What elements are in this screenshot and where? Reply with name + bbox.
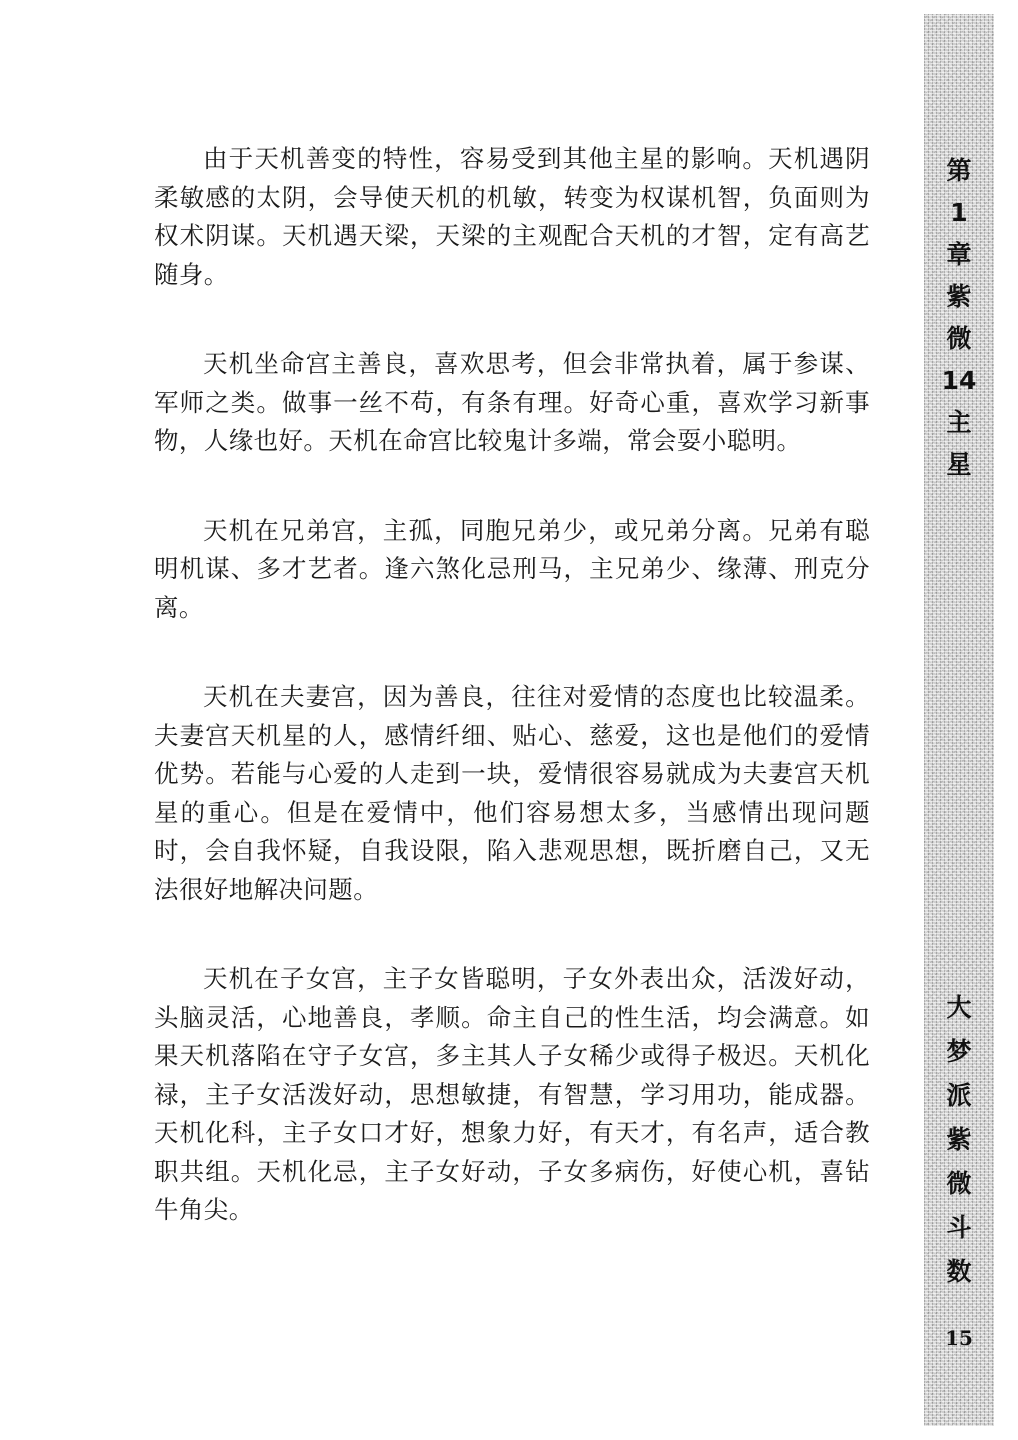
chapter-char: 紫 — [946, 282, 972, 311]
chapter-char: 14 — [941, 366, 977, 395]
series-char: 紫 — [946, 1125, 972, 1154]
series-char: 大 — [946, 993, 972, 1022]
chapter-char: 章 — [946, 240, 972, 269]
series-char: 数 — [946, 1257, 972, 1286]
paragraph-3: 天机在兄弟宫，主孤，同胞兄弟少，或兄弟分离。兄弟有聪明机谋、多才艺者。逢六煞化忌刑马，主兄弟少、缘薄、刑克分离。 — [154, 515, 870, 622]
chapter-side-band — [924, 14, 994, 1426]
paragraph-2: 天机坐命宫主善良，喜欢思考，但会非常执着，属于参谋、军师之类。做事一丝不苟，有条有理。好奇心重，喜欢学习新事物，人缘也好。天机在命宫比较鬼计多端，常会耍小聪明。 — [154, 349, 870, 455]
series-title-vertical — [924, 986, 994, 1294]
body-text — [154, 140, 870, 1281]
series-char: 微 — [946, 1169, 972, 1198]
chapter-char: 微 — [946, 324, 972, 353]
series-char: 派 — [946, 1081, 972, 1110]
chapter-char: 1 — [950, 198, 968, 227]
chapter-char: 主 — [946, 408, 972, 437]
chapter-title-vertical — [924, 150, 994, 486]
chapter-char: 第 — [946, 156, 972, 185]
paragraph-4: 天机在夫妻宫，因为善良，往往对爱情的态度也比较温柔。夫妻宫天机星的人，感情纤细、贴心、慈爱，这也是他们的爱情优势。若能与心爱的人走到一块，爱情很容易就成为夫妻宫天机星的重心。但是在爱情中，他们容易想太多，当感情出现问题时，会自我怀疑，自我设限，陷入悲观思想，既折磨自己，又无法很好地解决问题。 — [154, 682, 870, 904]
paragraph-5: 天机在子女宫，主子女皆聪明，子女外表出众，活泼好动，头脑灵活，心地善良，孝顺。命主自己的性生活，均会满意。如果天机落陷在守子女宫，多主其人子女稀少或得子极迟。天机化禄，主子女活泼好动，思想敏捷，有智慧，学习用功，能成器。天机化科，主子女口才好，想象力好，有天才，有名声，适合教职共组。天机化忌，主子女好动，子女多病伤，好使心机，喜钻牛角尖。 — [154, 964, 870, 1224]
series-char: 斗 — [946, 1213, 972, 1242]
chapter-char: 星 — [946, 450, 972, 479]
series-char: 梦 — [946, 1037, 972, 1066]
paragraph-1: 由于天机善变的特性，容易受到其他主星的影响。天机遇阴柔敏感的太阴，会导使天机的机敏，转变为权谋机智，负面则为权术阴谋。天机遇天梁，天梁的主观配合天机的才智，定有高艺随身。 — [154, 144, 870, 289]
page-number: 15 — [945, 1326, 973, 1350]
